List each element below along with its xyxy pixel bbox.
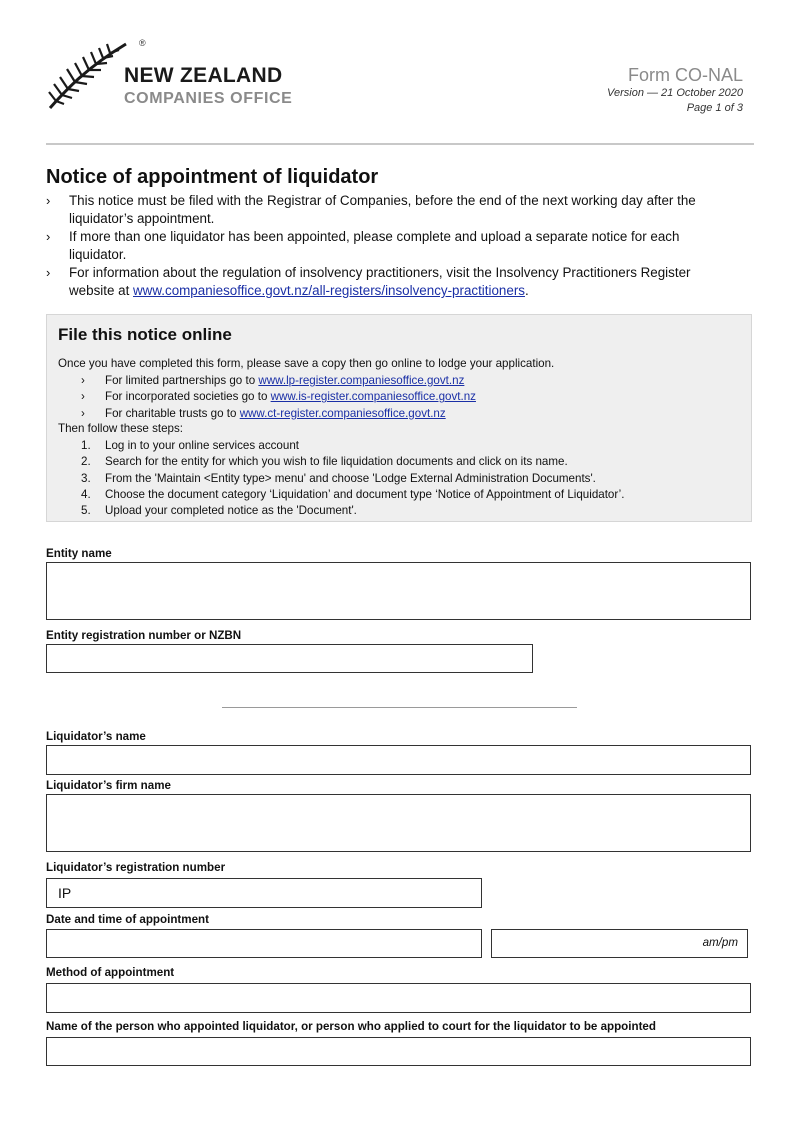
chevron-right-icon: › — [46, 265, 51, 280]
intro-item — [46, 228, 726, 264]
step-item — [81, 454, 624, 470]
register-link-text: For limited partnerships go to — [105, 374, 259, 387]
register-links-list — [81, 373, 476, 422]
form-version: Version — 21 October 2020 — [607, 87, 743, 99]
entity-name-field[interactable] — [46, 562, 751, 620]
step-number: 4. — [81, 487, 91, 501]
liquidator-firm-field[interactable] — [46, 794, 751, 852]
appointer-label: Name of the person who appointed liquidator, or person who applied to court for the liquidator to be appointed — [46, 1020, 656, 1033]
is-register-link[interactable]: www.is-register.companiesoffice.govt.nz — [270, 390, 476, 404]
register-link-text: For incorporated societies go to — [105, 390, 271, 404]
appointment-date-field[interactable] — [46, 929, 482, 958]
liquidator-name-label: Liquidator’s name — [46, 730, 146, 743]
step-text: Log in to your online services account — [105, 439, 299, 452]
intro-item-text: If more than one liquidator has been appointed, please complete and upload a separate notice for each liquidator. — [69, 229, 680, 262]
am-pm-suffix: am/pm — [702, 936, 738, 949]
logo-line-new-zealand: NEW ZEALAND — [124, 64, 283, 87]
fern-icon — [46, 38, 128, 114]
method-field[interactable] — [46, 983, 751, 1013]
entity-name-label: Entity name — [46, 547, 112, 560]
companies-office-logo — [46, 38, 306, 114]
method-label: Method of appointment — [46, 966, 175, 979]
registered-mark: ® — [139, 38, 146, 48]
register-link-item — [81, 406, 476, 422]
chevron-right-icon: › — [81, 390, 85, 404]
appointer-field[interactable] — [46, 1037, 751, 1066]
step-item — [81, 503, 624, 519]
intro-item-text: For information about the regulation of insolvency practitioners, visit the Insolvency Practitioners Register website at — [69, 265, 691, 298]
appointment-time-field[interactable] — [491, 929, 748, 958]
file-online-heading: File this notice online — [58, 325, 232, 344]
liquidator-registration-field[interactable] — [46, 878, 482, 908]
register-link-item — [81, 373, 476, 389]
ip-prefix: IP — [58, 885, 72, 901]
chevron-right-icon: › — [46, 229, 51, 244]
form-meta — [607, 64, 743, 116]
step-item — [81, 438, 624, 454]
chevron-right-icon: › — [81, 374, 85, 387]
step-item — [81, 487, 624, 503]
section-divider — [222, 707, 577, 708]
insolvency-register-link[interactable]: www.companiesoffice.govt.nz/all-registers/insolvency-practitioners — [133, 283, 525, 298]
intro-list — [46, 192, 726, 300]
liquidator-registration-label: Liquidator’s registration number — [46, 861, 226, 874]
step-number: 5. — [81, 504, 91, 518]
file-online-lead: Once you have completed this form, please save a copy then go online to lodge your application. — [58, 357, 555, 370]
entity-registration-field[interactable] — [46, 644, 533, 673]
chevron-right-icon: › — [46, 193, 51, 208]
entity-registration-label: Entity registration number or NZBN — [46, 629, 242, 642]
step-text: Upload your completed notice as the 'Document'. — [105, 504, 357, 518]
form-code: Form CO-NAL — [627, 65, 743, 85]
step-number: 3. — [81, 471, 91, 485]
step-number: 1. — [81, 439, 91, 452]
file-online-panel — [46, 314, 752, 522]
appointment-date-label: Date and time of appointment — [46, 913, 209, 926]
page-title: Notice of appointment of liquidator — [46, 166, 379, 188]
step-text: Search for the entity for which you wish to file liquidation documents and click on its name. — [105, 455, 568, 469]
header-divider — [46, 143, 754, 145]
intro-item — [46, 192, 726, 228]
intro-item-suffix: . — [524, 283, 529, 298]
page-number: Page 1 of 3 — [686, 102, 743, 114]
step-item — [81, 471, 624, 487]
lp-register-link[interactable]: www.lp-register.companiesoffice.govt.nz — [258, 374, 465, 387]
intro-item-text: This notice must be filed with the Registrar of Companies, before the end of the next working day after the liquidator’s appointment. — [69, 193, 696, 226]
intro-item — [46, 264, 726, 300]
logo-line-companies-office: COMPANIES OFFICE — [124, 90, 293, 107]
step-number: 2. — [81, 455, 91, 469]
steps-intro: Then follow these steps: — [58, 422, 184, 435]
register-link-item — [81, 389, 476, 405]
liquidator-name-field[interactable] — [46, 745, 751, 775]
chevron-right-icon: › — [81, 406, 85, 420]
register-link-text: For charitable trusts go to — [105, 406, 240, 420]
liquidator-firm-label: Liquidator’s firm name — [46, 779, 171, 792]
step-text: From the 'Maintain <Entity type> menu' and choose 'Lodge External Administration Documents'. — [105, 471, 596, 485]
step-text: Choose the document category ‘Liquidation’ and document type ‘Notice of Appointment of Liquidator’. — [105, 487, 625, 501]
steps-list — [81, 438, 624, 519]
ct-register-link[interactable]: www.ct-register.companiesoffice.govt.nz — [239, 406, 446, 420]
